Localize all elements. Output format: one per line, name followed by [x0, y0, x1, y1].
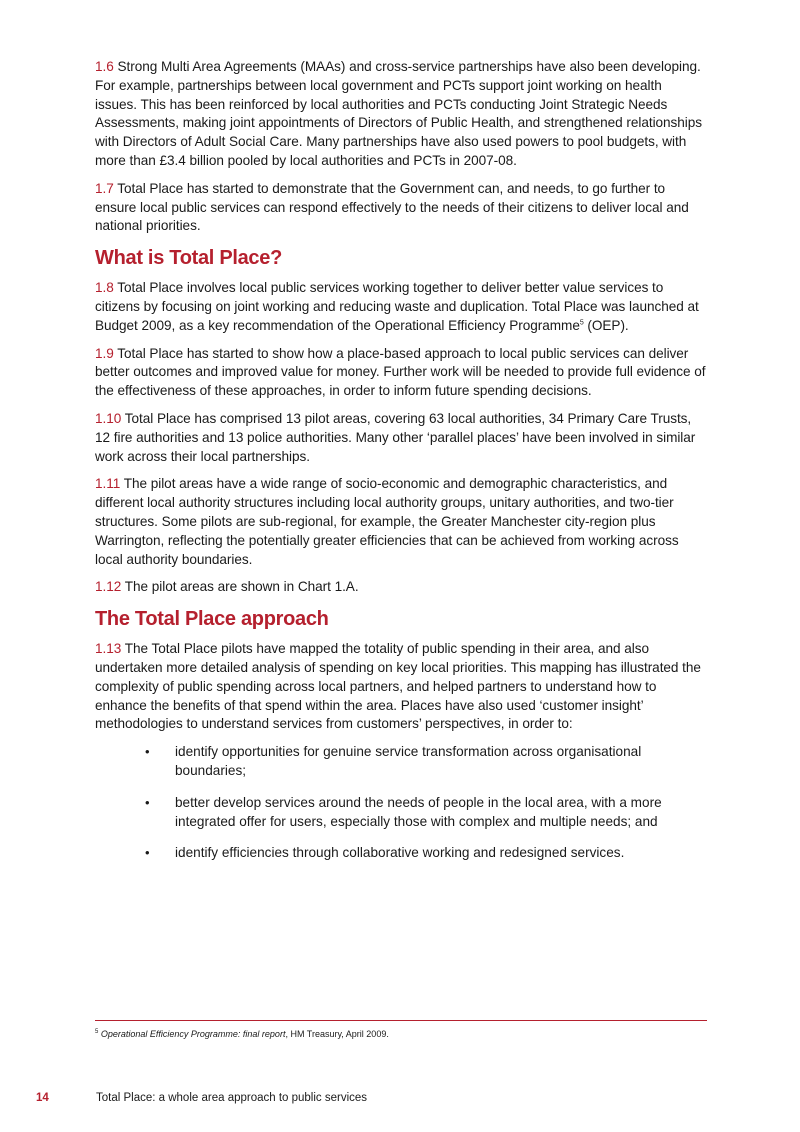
page-body	[95, 58, 707, 876]
paragraph-text: Total Place has started to show how a place-based approach to local public services can deliver better outcomes and improved value for money. Further work will be needed to provide full evidence of the effectiveness of these approaches, in order to inform future spending decisions.	[95, 345, 706, 399]
footnote-source-details: , HM Treasury, April 2009.	[285, 1029, 389, 1039]
list-item	[95, 844, 707, 863]
paragraph-text: The pilot areas have a wide range of socio-economic and demographic characteristics, and different local authority structures including local authority groups, unitary authorities, and two-tier structures. Some pilots are sub-regional, for example, the Greater Manchester city-region plus Warrington, reflecting the potentially greater efficiencies that can be achieved from working across local authority boundaries.	[95, 476, 679, 567]
paragraph-number: 1.8	[95, 280, 114, 296]
paragraph-number: 1.7	[95, 180, 114, 196]
paragraph-1-8	[95, 279, 707, 335]
bullet-icon: •	[145, 845, 150, 861]
footnote-number: 5	[95, 1029, 99, 1035]
paragraph-1-6	[95, 58, 707, 171]
footnote	[95, 1026, 707, 1040]
paragraph-number: 1.12	[95, 579, 122, 595]
footnote-divider	[95, 1020, 707, 1021]
running-title: Total Place: a whole area approach to public services	[96, 1092, 368, 1104]
paragraph-number: 1.11	[95, 476, 121, 492]
bullet-icon: •	[145, 744, 150, 760]
paragraph-number: 1.9	[95, 345, 114, 361]
section-heading-what-is-total-place: What is Total Place?	[95, 247, 282, 270]
paragraph-1-9	[95, 345, 707, 401]
paragraph-text: The Total Place pilots have mapped the totality of public spending in their area, and also undertaken more detailed analysis of spending on key local priorities. This mapping has illustrated the complexity of public spending across local partners, and helped partners to understand how to enhance the benefits of that spend within the area. Places have also used ‘customer insight’ methodologies to understand services from customers’ perspectives, in order to:	[95, 641, 701, 732]
page-footer	[36, 1090, 736, 1106]
list-item-text: better develop services around the needs of people in the local area, with a more integrated offer for users, especially those with complex and multiple needs; and	[175, 794, 662, 829]
paragraph-text: The pilot areas are shown in Chart 1.A.	[124, 579, 359, 595]
paragraph-1-7	[95, 180, 707, 236]
bullet-list	[95, 743, 707, 863]
paragraph-number: 1.10	[95, 410, 122, 426]
paragraph-number: 1.6	[95, 59, 114, 74]
list-item-text: identify opportunities for genuine service transformation across organisational boundaries;	[175, 744, 642, 778]
paragraph-text: Total Place involves local public services working together to deliver better value services to citizens by focusing on joint working and reducing waste and duplication. Total Place was launched at Budget 2009, as a key recommendation of the Operational Efficiency Programme	[95, 280, 699, 333]
paragraph-1-10	[95, 410, 707, 466]
footnote-reference: 5	[579, 319, 584, 327]
paragraph-text: Total Place has started to demonstrate that the Government can, and needs, to go further to ensure local public services can respond effectively to the needs of their citizens to deliver local and national priorities.	[95, 180, 689, 234]
page-number: 14	[36, 1092, 49, 1104]
paragraph-1-12	[95, 578, 707, 597]
paragraph-text-end: (OEP).	[583, 317, 629, 333]
footnote-source-title: Operational Efficiency Programme: final report	[100, 1029, 286, 1039]
list-item-text: identify efficiencies through collaborative working and redesigned services.	[175, 845, 625, 861]
paragraph-1-13	[95, 640, 707, 734]
paragraph-number: 1.13	[95, 641, 122, 657]
list-item	[95, 794, 707, 832]
section-heading-total-place-approach: The Total Place approach	[95, 608, 329, 631]
paragraph-1-11	[95, 475, 707, 569]
paragraph-text: Total Place has comprised 13 pilot areas, covering 63 local authorities, 34 Primary Care Trusts, 12 fire authorities and 13 police authorities. Many other ‘parallel places’ have been involved in similar work across their local partnerships.	[95, 410, 696, 464]
bullet-icon: •	[145, 794, 150, 810]
list-item	[95, 743, 707, 781]
paragraph-text: Strong Multi Area Agreements (MAAs) and cross-service partnerships have also been developing. For example, partnerships between local government and PCTs support joint working on health issues. This has been reinforced by local authorities and PCTs conducting Joint Strategic Needs Assessments, making joint appointments of Directors of Public Health, and strengthened relationships with Directors of Adult Social Care. Many partnerships have also used powers to pool budgets, with more than £3.4 billion pooled by local authorities and PCTs in 2007-08.	[95, 59, 703, 168]
